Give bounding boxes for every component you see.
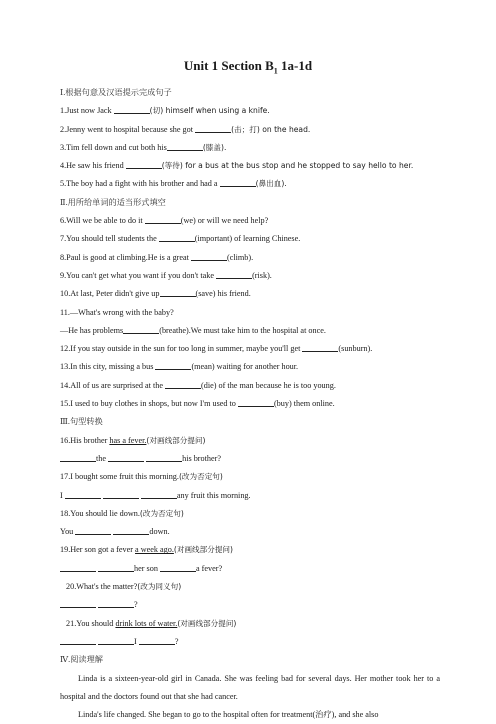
answer-blank-6[interactable] bbox=[145, 214, 181, 224]
page-title bbox=[0, 58, 496, 76]
reading-passage bbox=[60, 670, 440, 724]
question-19: 19.Her son got a fever a week ago.(对画线部分提问) bbox=[60, 541, 440, 559]
question-14: 14.All of us are surprised at the (die) of the man because he is too young. bbox=[60, 377, 440, 395]
answer-blank-17b[interactable] bbox=[103, 489, 139, 499]
answer-line-19: her son a fever? bbox=[60, 560, 440, 578]
answer-blank-19c[interactable] bbox=[160, 562, 196, 572]
question-9: 9.You can't get what you want if you don't take (risk). bbox=[60, 267, 440, 285]
answer-blank-14[interactable] bbox=[165, 379, 201, 389]
question-17: 17.I bought some fruit this morning.(改为否定句) bbox=[60, 468, 440, 486]
answer-line-20: ? bbox=[60, 596, 440, 614]
answer-blank-10[interactable] bbox=[160, 287, 196, 297]
question-6: 6.Will we be able to do it (we) or will we need help? bbox=[60, 212, 440, 230]
answer-blank-13[interactable] bbox=[155, 360, 191, 370]
answer-blank-21b[interactable] bbox=[98, 635, 134, 645]
answer-blank-16b[interactable] bbox=[108, 452, 144, 462]
answer-line-18: You down. bbox=[60, 523, 440, 541]
underlined-phrase-16: has a fever. bbox=[109, 436, 146, 445]
section-3-heading: Ⅲ.句型转换 bbox=[60, 413, 440, 431]
title-tail: 1a-1d bbox=[278, 58, 312, 73]
question-1: 1.Just now Jack (切) himself when using a knife. bbox=[60, 102, 440, 120]
section-1-heading: Ⅰ.根据句意及汉语提示完成句子 bbox=[60, 84, 440, 102]
answer-blank-1[interactable] bbox=[114, 104, 150, 114]
answer-line-16: the his brother? bbox=[60, 450, 440, 468]
question-13: 13.In this city, missing a bus (mean) waiting for another hour. bbox=[60, 358, 440, 376]
section-4-heading: Ⅳ.阅读理解 bbox=[60, 651, 440, 669]
answer-blank-17a[interactable] bbox=[65, 489, 101, 499]
question-11-prompt: 11.—What's wrong with the baby? bbox=[60, 304, 440, 322]
answer-blank-21a[interactable] bbox=[60, 635, 96, 645]
answer-blank-18b[interactable] bbox=[113, 525, 149, 535]
question-18: 18.You should lie down.(改为否定句) bbox=[60, 505, 440, 523]
answer-blank-18a[interactable] bbox=[75, 525, 111, 535]
title-subscript: 1 bbox=[274, 67, 278, 76]
answer-blank-16a[interactable] bbox=[60, 452, 96, 462]
section-2-heading: Ⅱ.用所给单词的适当形式填空 bbox=[60, 194, 440, 212]
answer-blank-7[interactable] bbox=[159, 232, 195, 242]
underlined-phrase-21: drink lots of water. bbox=[115, 619, 177, 628]
question-16: 16.His brother has a fever.(对画线部分提问) bbox=[60, 432, 440, 450]
answer-blank-17c[interactable] bbox=[141, 489, 177, 499]
question-20: 20.What's the matter?(改为同义句) bbox=[60, 578, 440, 596]
answer-blank-19b[interactable] bbox=[98, 562, 134, 572]
worksheet-content bbox=[60, 84, 440, 724]
answer-blank-19a[interactable] bbox=[60, 562, 96, 572]
question-4: 4.He saw his friend (等待) for a bus at the bus stop and he stopped to say hello to her. bbox=[60, 157, 440, 175]
answer-blank-16c[interactable] bbox=[146, 452, 182, 462]
answer-blank-3[interactable] bbox=[167, 141, 203, 151]
reading-paragraph-1: Linda is a sixteen-year-old girl in Canada. She was feeling bad for several days. Her mother took her to a hospital and the doctors found out that she had cancer. bbox=[60, 670, 440, 707]
answer-blank-15[interactable] bbox=[238, 397, 274, 407]
answer-blank-11[interactable] bbox=[123, 324, 159, 334]
answer-blank-9[interactable] bbox=[216, 269, 252, 279]
question-8: 8.Paul is good at climbing.He is a great (climb). bbox=[60, 249, 440, 267]
underlined-phrase-19: a week ago. bbox=[135, 545, 174, 554]
answer-blank-5[interactable] bbox=[220, 177, 256, 187]
question-3: 3.Tim fell down and cut both his (膝盖). bbox=[60, 139, 440, 157]
title-main: Unit 1 Section B bbox=[184, 58, 274, 73]
answer-blank-20b[interactable] bbox=[98, 598, 134, 608]
question-15: 15.I used to buy clothes in shops, but now I'm used to (buy) them online. bbox=[60, 395, 440, 413]
answer-blank-8[interactable] bbox=[191, 251, 227, 261]
answer-blank-21c[interactable] bbox=[139, 635, 175, 645]
reading-paragraph-2: Linda's life changed. She began to go to the hospital often for treatment(治疗), and she also bbox=[60, 706, 440, 724]
question-12: 12.If you stay outside in the sun for too long in summer, maybe you'll get (sunburn). bbox=[60, 340, 440, 358]
question-7: 7.You should tell students the (important) of learning Chinese. bbox=[60, 230, 440, 248]
answer-blank-4[interactable] bbox=[126, 159, 162, 169]
answer-blank-12[interactable] bbox=[302, 342, 338, 352]
answer-line-21: I ? bbox=[60, 633, 440, 651]
question-21: 21.You should drink lots of water.(对画线部分提问) bbox=[60, 615, 440, 633]
answer-blank-20a[interactable] bbox=[60, 598, 96, 608]
question-2: 2.Jenny went to hospital because she got (击；打) on the head. bbox=[60, 121, 440, 139]
question-11-reply: —He has problems (breathe).We must take him to the hospital at once. bbox=[60, 322, 440, 340]
answer-blank-2[interactable] bbox=[195, 123, 231, 133]
question-5: 5.The boy had a fight with his brother and had a (鼻出血). bbox=[60, 175, 440, 193]
answer-line-17: I any fruit this morning. bbox=[60, 487, 440, 505]
question-10: 10.At last, Peter didn't give up (save) his friend. bbox=[60, 285, 440, 303]
